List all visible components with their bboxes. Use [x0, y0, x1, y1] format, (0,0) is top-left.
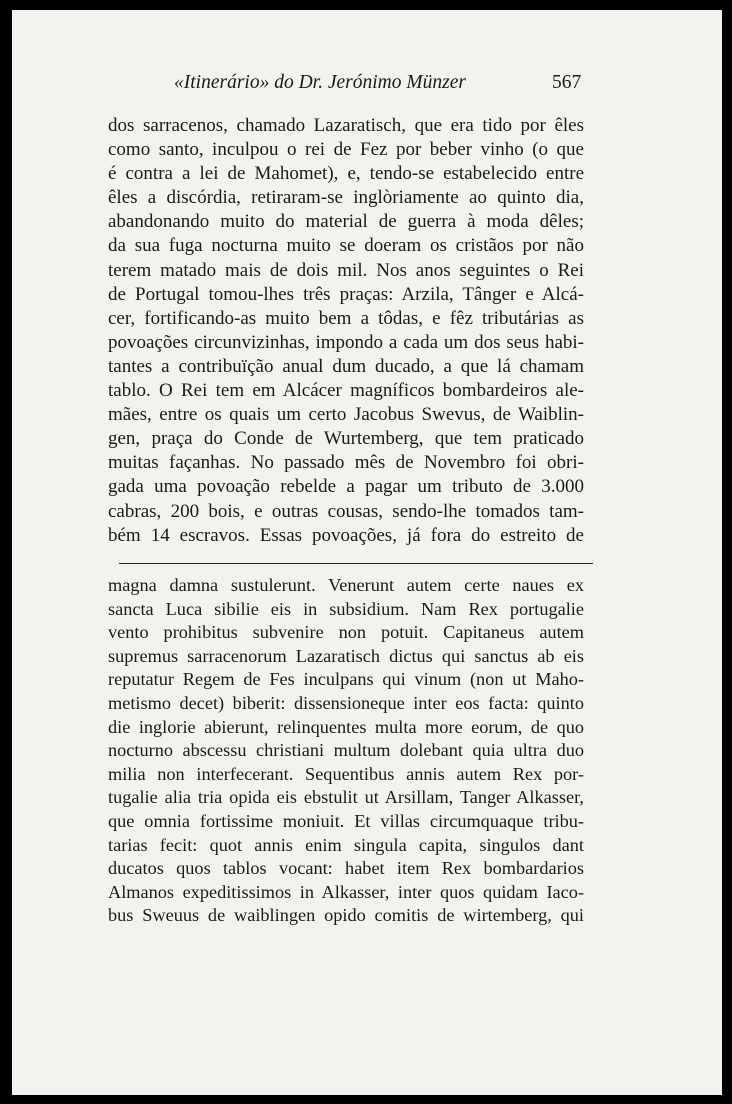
- text-line: gen, praça do Conde de Wurtemberg, que tem praticado: [108, 428, 584, 450]
- text-line: metismo decet) biberit: dissensioneque inter eos facta: quinto: [108, 692, 584, 713]
- text-line: terem matado mais de dois mil. Nos anos seguintes o Rei: [108, 259, 584, 281]
- text-line: êles a discórdia, retiraram-se inglòriamente ao quinto dia,: [108, 187, 584, 209]
- text-line: vento prohibitus subvenire non potuit. Capitaneus autem: [108, 622, 584, 643]
- text-line: sancta Luca sibilie eis in subsidium. Nam Rex portugalie: [108, 598, 584, 619]
- running-title: «Itinerário» do Dr. Jerónimo Münzer: [174, 72, 466, 93]
- text-line: reputatur Regem de Fes inculpans qui vinum (non ut Maho-: [108, 669, 584, 690]
- footnote-divider: [119, 563, 593, 564]
- text-line: tarias fecit: quot annis enim singula capita, singulos dant: [108, 834, 584, 855]
- text-line: cabras, 200 bois, e outras cousas, sendo-lhe tomados tam-: [108, 500, 584, 522]
- text-line: tugalie alia tria opida eis ebstulit ut Arsillam, Tanger Alkasser,: [108, 787, 584, 808]
- text-line: bém 14 escravos. Essas povoações, já fora do estreito de: [108, 524, 584, 546]
- text-line: die inglorie abierunt, relinquentes multa more eorum, de quo: [108, 716, 584, 737]
- page-number: 567: [552, 72, 582, 93]
- text-line: nocturno abscessu christiani multum dolebant quia ultra duo: [108, 740, 584, 761]
- text-line: magna damna sustulerunt. Venerunt autem certe naues ex: [108, 575, 584, 595]
- text-line: abandonando muito do material de guerra à moda dêles;: [108, 211, 584, 233]
- text-line: gada uma povoação rebelde a pagar um tributo de 3.000: [108, 476, 584, 498]
- text-line: de Portugal tomou-lhes três praças: Arzila, Tânger e Alcá-: [108, 283, 584, 305]
- text-line: milia non interfecerant. Sequentibus annis autem Rex por-: [108, 763, 584, 784]
- text-line: supremus sarracenorum Lazaratisch dictus qui sanctus ab eis: [108, 645, 584, 666]
- text-line: povoações circunvizinhas, impondo a cada um dos seus habi-: [108, 331, 584, 353]
- text-line: tablo. O Rei tem em Alcácer magníficos bombardeiros ale-: [108, 380, 584, 402]
- text-line: é contra a lei de Mahomet), e, tendo-se estabelecido entre: [108, 163, 584, 185]
- text-line: muitas façanhas. No passado mês de Novembro foi obri-: [108, 452, 584, 474]
- latin-original-text: [108, 574, 584, 928]
- page-header: [12, 72, 722, 102]
- portuguese-translation-text: [108, 114, 584, 548]
- text-line: mães, entre os quais um certo Jacobus Swevus, de Waiblin-: [108, 404, 584, 426]
- text-line: ducatos quos tablos vocant: habet item Rex bombardarios: [108, 858, 584, 879]
- text-line: que omnia fortissime moniuit. Et villas circumquaque tribu-: [108, 810, 584, 831]
- text-line: bus Sweuus de waiblingen opido comitis de wirtemberg, qui: [108, 905, 584, 926]
- text-line: como santo, inculpou o rei de Fez por beber vinho (o que: [108, 139, 584, 161]
- text-line: cer, fortificando-as muito bem a tôdas, e fêz tributárias as: [108, 307, 584, 329]
- text-line: dos sarracenos, chamado Lazaratisch, que era tido por êles: [108, 115, 584, 136]
- text-line: da sua fuga nocturna muito se doeram os cristãos por não: [108, 235, 584, 257]
- text-line: tantes a contribuïção anual dum ducado, a que lá chamam: [108, 355, 584, 377]
- text-line: Almanos expeditissimos in Alkasser, inter quos quidam Iaco-: [108, 881, 584, 902]
- book-page: [12, 10, 722, 1095]
